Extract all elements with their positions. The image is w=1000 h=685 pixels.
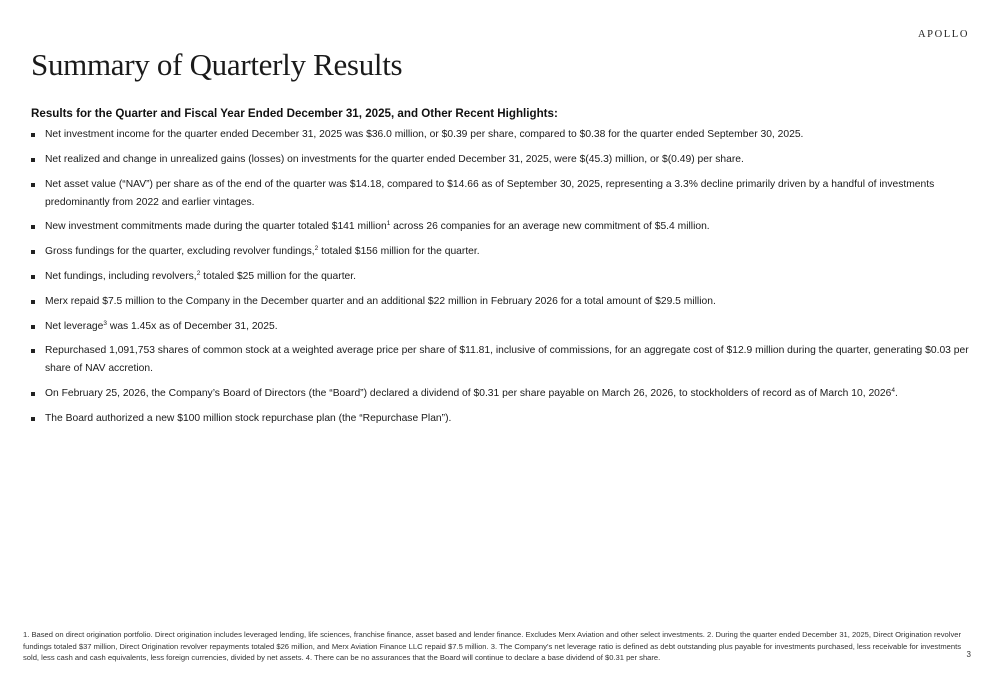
logo: APOLLO — [917, 29, 969, 40]
bullet-icon — [31, 250, 35, 254]
bullet-icon — [31, 300, 35, 304]
highlight-item: The Board authorized a new $100 million stock repurchase plan (the “Repurchase Plan”). — [31, 410, 971, 428]
section-heading: Results for the Quarter and Fiscal Year Ended December 31, 2025, and Other Recent Highlights: — [31, 107, 558, 120]
footnotes: 1. Based on direct origination portfolio. Direct origination includes leveraged lending, life sciences, franchise finance, asset based and lender finance. Excludes Merx Aviation and other select investments. 2. During the quarter ended December 31, 2025, Direct Origination revolver fundings totaled $37 million, Direct Origination revolver repayments totaled $26 million, and Merx Aviation Finance LLC repaid $7.5 million. 3. The Company’s net leverage ratio is defined as debt outstanding plus payable for investments purchased, less receivable for investments sold, less cash and cash equivalents, less foreign currencies, divided by net assets. 4. There can be no assurances that the Board will continue to declare a base dividend of $0.31 per share. — [23, 630, 961, 662]
highlight-item: Repurchased 1,091,753 shares of common stock at a weighted average price per share of $11.81, inclusive of commissions, for an aggregate cost of $12.9 million during the quarter, generating $0.03 per share of NAV accretion. — [31, 342, 971, 378]
bullet-icon — [31, 275, 35, 279]
page-number: 3 — [966, 650, 971, 659]
highlight-item: Net fundings, including revolvers,$^2$ totaled $25 million for the quarter. — [31, 268, 971, 286]
footnote-ref: 1 — [386, 220, 391, 228]
footnote-ref: 3 — [103, 319, 108, 327]
footnote-ref: 4 — [891, 387, 895, 395]
bullet-icon — [31, 183, 35, 187]
bullet-icon — [31, 349, 35, 353]
page-title: Summary of Quarterly Results — [31, 47, 403, 82]
highlight-item: Net asset value (“NAV”) per share as of the end of the quarter was $14.18, compared to $14.66 as of September 30, 2025, representing a 3.3% decline primarily driven by a handful of investments predominantly from 2022 and earlier vintages. — [31, 176, 971, 212]
bullet-icon — [31, 417, 35, 421]
bullet-icon — [31, 158, 35, 162]
highlight-item: Net realized and change in unrealized gains (losses) on investments for the quarter ended December 31, 2025, were $(45.3) million, or $(0.49) per share. — [31, 151, 971, 169]
highlight-item: Gross fundings for the quarter, excluding revolver fundings,$^2$ totaled $156 million for the quarter. — [31, 243, 971, 261]
bullet-icon — [31, 392, 35, 396]
footnote-ref: 2 — [196, 269, 201, 277]
bullet-icon — [31, 225, 35, 229]
highlight-item: Merx repaid $7.5 million to the Company in the December quarter and an additional $22 million in February 2026 for a total amount of $29.5 million. — [31, 293, 971, 311]
highlight-item: On February 25, 2026, the Company’s Board of Directors (the “Board”) declared a dividend of $0.31 per share payable on March 26, 2026, to stockholders of record as of March 10, 2026$^4$. — [31, 385, 971, 403]
highlight-item: New investment commitments made during the quarter totaled $141 million$^1$ across 26 companies for an average new commitment of $5.4 million. — [31, 218, 971, 236]
footnote-ref: 2 — [314, 245, 319, 253]
highlights-list — [31, 126, 971, 435]
highlight-item: Net leverage$^3$ was 1.45x as of December 31, 2025. — [31, 318, 971, 336]
bullet-icon — [31, 325, 35, 329]
highlight-item: Net investment income for the quarter ended December 31, 2025 was $36.0 million, or $0.39 per share, compared to $0.38 for the quarter ended September 30, 2025. — [31, 126, 971, 144]
bullet-icon — [31, 133, 35, 137]
